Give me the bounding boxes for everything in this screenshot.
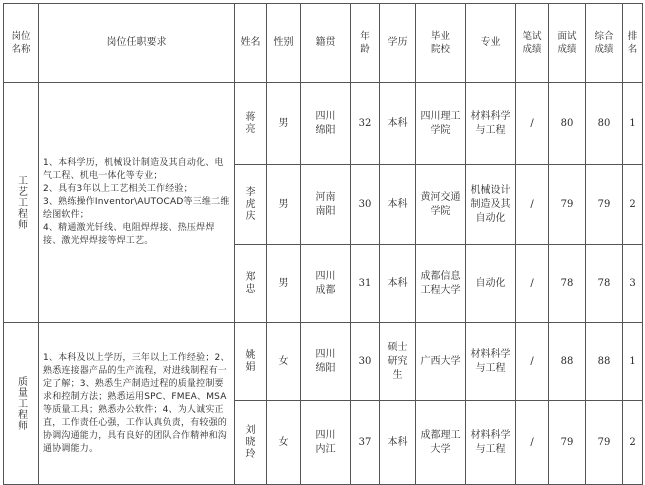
header-native-place-label: 籍贯 [315, 37, 336, 48]
school-cell [416, 165, 466, 245]
candidate-native-place: 四川绵阳 [315, 110, 336, 136]
candidate-name: 李虎庆 [245, 186, 256, 222]
written-score-cell [516, 165, 549, 245]
candidate-rank: 2 [629, 198, 636, 210]
candidate-name: 姚娟 [245, 349, 256, 373]
interview-score-cell [549, 245, 586, 323]
header-gender-label: 性别 [273, 37, 294, 48]
candidate-age: 30 [358, 198, 372, 210]
candidate-gender: 女 [278, 355, 289, 367]
gender-cell [267, 165, 301, 245]
major-cell [466, 401, 516, 485]
candidate-age: 31 [358, 277, 372, 289]
header-row [4, 4, 643, 83]
candidate-major: 机械设计制造及其自动化 [470, 184, 511, 224]
school-cell [416, 401, 466, 485]
name-cell [235, 401, 267, 485]
education-cell [380, 165, 416, 245]
candidate-age: 37 [358, 436, 372, 448]
major-cell [466, 245, 516, 323]
age-cell [351, 323, 380, 401]
header-school-label: 毕业院校 [430, 31, 450, 55]
candidate-major: 材料科学与工程 [470, 429, 511, 455]
candidate-gender: 男 [278, 198, 289, 210]
candidate-gender: 男 [278, 117, 289, 129]
candidate-school: 成都理工大学 [420, 429, 461, 455]
header-total-score-label: 综合成绩 [594, 31, 614, 55]
education-cell [380, 323, 416, 401]
candidate-written-score: / [530, 436, 534, 448]
candidate-rank: 1 [629, 117, 636, 129]
candidate-native-place: 四川内江 [315, 429, 336, 455]
gender-cell [267, 245, 301, 323]
candidate-native-place: 四川绵阳 [315, 348, 336, 374]
header-major-label: 专业 [480, 37, 501, 48]
header-major [466, 4, 516, 83]
candidate-total-score: 79 [597, 198, 611, 210]
rank-cell [623, 245, 643, 323]
gender-cell [267, 83, 301, 165]
written-score-cell [516, 401, 549, 485]
header-interview-score-label: 面试成绩 [557, 31, 577, 55]
written-score-cell [516, 83, 549, 165]
requirement-item: 1、本科及以上学历，三年以上工作经验；2、熟悉连接器产品的生产流程，对进线制程有一定了解；3、熟悉生产制造过程的质量控制要求和控制方法；熟悉运用SPC、FMEA、MSA等质量工具；熟悉办公软件；4、为人诚实正直，工作责任心强，工作认真负责，有较强的协调沟通能力，具有良好的团队合作精神和沟通协调能力。 [43, 352, 230, 454]
candidate-school: 成都信息工程大学 [420, 270, 461, 296]
interview-score-cell [549, 323, 586, 401]
native-place-cell [301, 245, 351, 323]
position-cell [4, 323, 39, 485]
rank-cell [623, 323, 643, 401]
education-cell [380, 245, 416, 323]
candidate-age: 32 [358, 117, 372, 129]
header-written-score-label: 笔试成绩 [522, 31, 542, 55]
education-cell [380, 401, 416, 485]
header-position-label: 岗位名称 [11, 31, 31, 55]
candidate-education: 本科 [387, 117, 408, 129]
header-education-label: 学历 [387, 37, 408, 48]
total-score-cell [586, 165, 623, 245]
header-total-score [586, 4, 623, 83]
candidate-rank: 2 [629, 436, 636, 448]
candidate-school: 黄河交通学院 [420, 191, 461, 217]
requirement-item: 3、熟练操作Inventor\AUTOCAD等三维二维绘图软件； [43, 197, 230, 220]
interview-score-cell [549, 83, 586, 165]
candidate-name: 郑忠 [245, 271, 256, 295]
candidate-interview-score: 80 [560, 117, 574, 129]
header-education [380, 4, 416, 83]
candidate-total-score: 80 [597, 117, 611, 129]
major-cell [466, 165, 516, 245]
native-place-cell [301, 323, 351, 401]
school-cell [416, 323, 466, 401]
header-requirements [39, 4, 235, 83]
candidate-name: 刘晓玲 [245, 424, 256, 460]
name-cell [235, 323, 267, 401]
candidate-gender: 男 [278, 277, 289, 289]
candidate-name: 蒋亮 [245, 111, 256, 135]
header-name [235, 4, 267, 83]
age-cell [351, 165, 380, 245]
school-cell [416, 83, 466, 165]
header-interview-score [549, 4, 586, 83]
candidate-education: 本科 [387, 277, 408, 289]
age-cell [351, 83, 380, 165]
candidate-written-score: / [530, 355, 534, 367]
total-score-cell [586, 245, 623, 323]
requirement-item: 2、具有3年以上工艺相关工作经验； [43, 184, 193, 194]
total-score-cell [586, 83, 623, 165]
candidate-gender: 女 [278, 436, 289, 448]
native-place-cell [301, 401, 351, 485]
requirement-item: 4、精通激光钎线、电阻焊焊接、热压焊焊接、激光焊焊接等焊工艺。 [43, 223, 215, 246]
written-score-cell [516, 245, 549, 323]
candidate-education: 本科 [387, 198, 408, 210]
position-cell [4, 83, 39, 323]
requirements-cell [39, 83, 235, 323]
age-cell [351, 401, 380, 485]
candidate-written-score: / [530, 277, 534, 289]
rank-cell [623, 401, 643, 485]
gender-cell [267, 323, 301, 401]
header-requirements-label: 岗位任职要求 [106, 37, 167, 48]
table-row [4, 323, 643, 401]
candidate-interview-score: 78 [560, 277, 574, 289]
rank-cell [623, 83, 643, 165]
interview-score-cell [549, 165, 586, 245]
header-age [351, 4, 380, 83]
candidate-major: 材料科学与工程 [470, 110, 511, 136]
candidate-total-score: 88 [597, 355, 611, 367]
candidate-interview-score: 79 [560, 198, 574, 210]
candidate-written-score: / [530, 117, 534, 129]
header-age-label: 年龄 [360, 31, 370, 55]
candidate-interview-score: 79 [560, 436, 574, 448]
total-score-cell [586, 323, 623, 401]
header-school [416, 4, 466, 83]
header-native-place [301, 4, 351, 83]
school-cell [416, 245, 466, 323]
candidate-age: 30 [358, 355, 372, 367]
table-row [4, 83, 643, 165]
native-place-cell [301, 165, 351, 245]
requirements-cell [39, 323, 235, 485]
interview-score-cell [549, 401, 586, 485]
position-label: 工艺工程师 [15, 175, 27, 230]
education-cell [380, 83, 416, 165]
native-place-cell [301, 83, 351, 165]
major-cell [466, 83, 516, 165]
candidate-education: 硕士研究生 [387, 341, 408, 381]
age-cell [351, 245, 380, 323]
major-cell [466, 323, 516, 401]
name-cell [235, 245, 267, 323]
candidate-major: 自动化 [475, 277, 506, 289]
total-score-cell [586, 401, 623, 485]
gender-cell [267, 401, 301, 485]
recruitment-results-table [3, 3, 643, 485]
candidate-school: 四川理工学院 [420, 110, 461, 136]
position-label: 质量工程师 [15, 376, 27, 431]
candidate-written-score: / [530, 198, 534, 210]
candidate-native-place: 河南南阳 [315, 191, 336, 217]
header-name-label: 姓名 [240, 37, 261, 48]
candidate-school: 广西大学 [420, 355, 461, 367]
header-written-score [516, 4, 549, 83]
requirement-item: 1、本科学历，机械设计制造及其自动化、电气工程、机电一体化等专业； [43, 158, 224, 181]
name-cell [235, 165, 267, 245]
candidate-interview-score: 88 [560, 355, 574, 367]
written-score-cell [516, 323, 549, 401]
candidate-education: 本科 [387, 436, 408, 448]
candidate-total-score: 78 [597, 277, 611, 289]
header-position [4, 4, 39, 83]
name-cell [235, 83, 267, 165]
header-gender [267, 4, 301, 83]
candidate-total-score: 79 [597, 436, 611, 448]
candidate-major: 材料科学与工程 [470, 348, 511, 374]
header-rank-label: 排名 [627, 31, 638, 55]
candidate-native-place: 四川成都 [315, 270, 336, 296]
candidate-rank: 3 [629, 277, 636, 289]
rank-cell [623, 165, 643, 245]
header-rank [623, 4, 643, 83]
candidate-rank: 1 [629, 355, 636, 367]
